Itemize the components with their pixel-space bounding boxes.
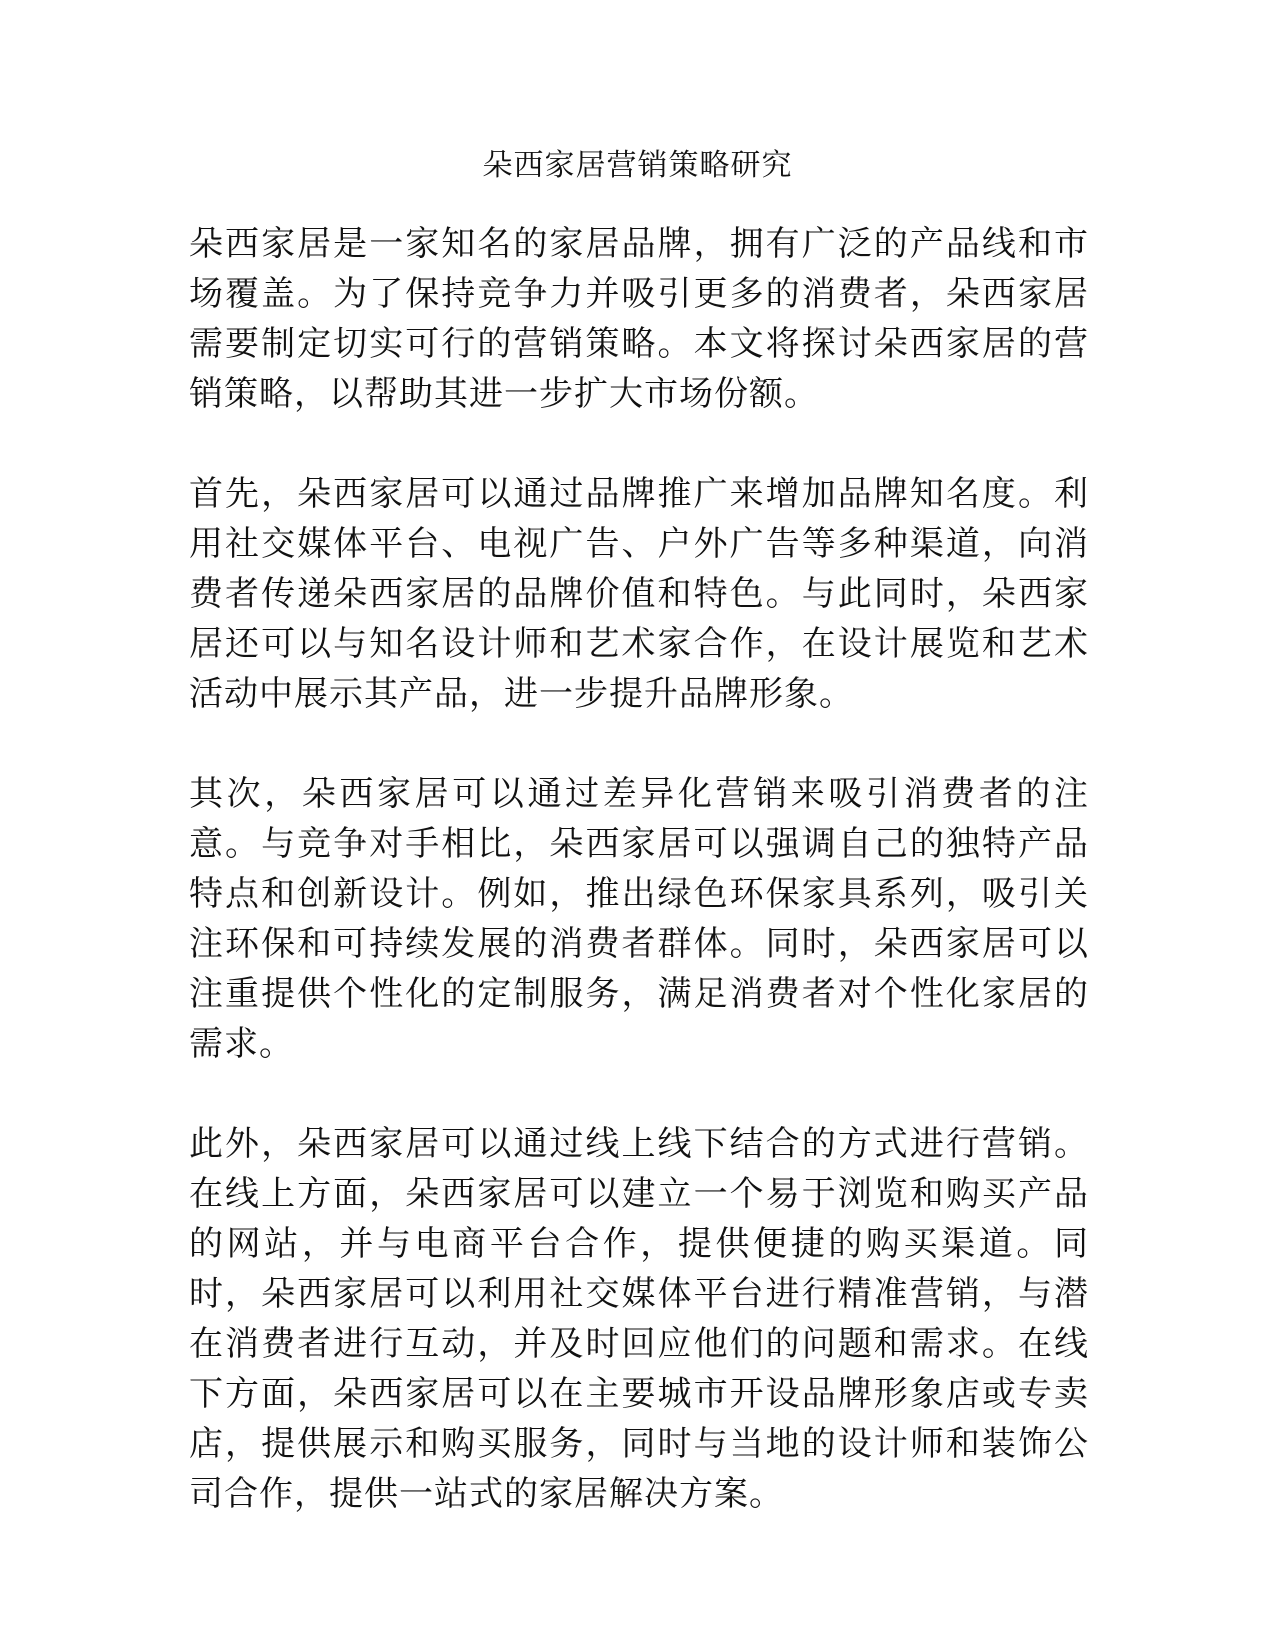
document-title: 朵西家居营销策略研究	[482, 148, 793, 183]
paragraph-brand-promotion: 首先，朵西家居可以通过品牌推广来增加品牌知名度。利用社交媒体平台、电视广告、户外广告等多种渠道，向消费者传递朵西家居的品牌价值和特色。与此同时，朵西家居还可以与知名设计师和艺术家合作，在设计展览和艺术活动中展示其产品，进一步提升品牌形象。	[189, 474, 1089, 714]
paragraph-intro: 朵西家居是一家知名的家居品牌，拥有广泛的产品线和市场覆盖。为了保持竞争力并吸引更多的消费者，朵西家居需要制定切实可行的营销策略。本文将探讨朵西家居的营销策略，以帮助其进一步扩大市场份额。	[189, 224, 1089, 414]
paragraph-online-offline: 此外，朵西家居可以通过线上线下结合的方式进行营销。在线上方面，朵西家居可以建立一个易于浏览和购买产品的网站，并与电商平台合作，提供便捷的购买渠道。同时，朵西家居可以利用社交媒体平台进行精准营销，与潜在消费者进行互动，并及时回应他们的问题和需求。在线下方面，朵西家居可以在主要城市开设品牌形象店或专卖店，提供展示和购买服务，同时与当地的设计师和装饰公司合作，提供一站式的家居解决方案。	[189, 1124, 1089, 1514]
document-body	[189, 219, 1089, 1569]
paragraph-differentiation: 其次，朵西家居可以通过差异化营销来吸引消费者的注意。与竞争对手相比，朵西家居可以强调自己的独特产品特点和创新设计。例如，推出绿色环保家具系列，吸引关注环保和可持续发展的消费者群体。同时，朵西家居可以注重提供个性化的定制服务，满足消费者对个性化家居的需求。	[189, 774, 1089, 1064]
